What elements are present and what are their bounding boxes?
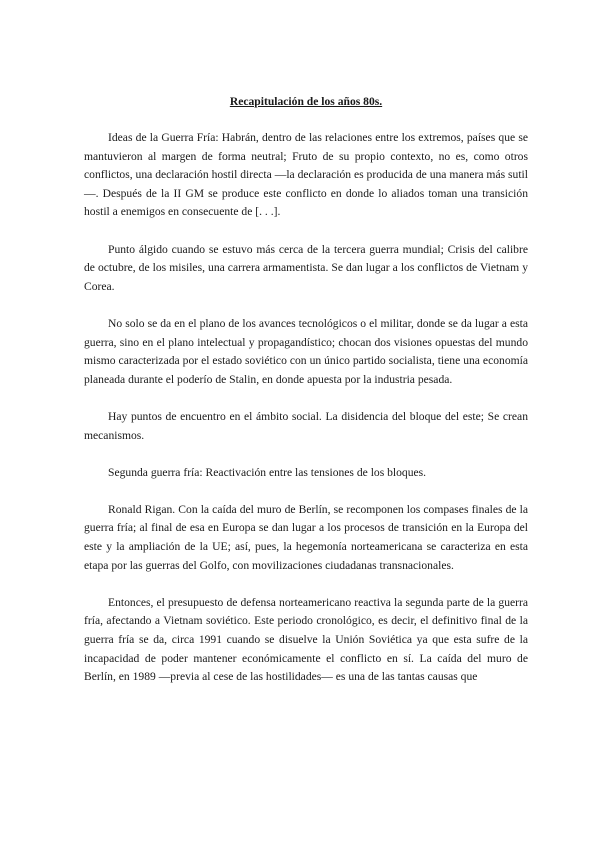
paragraph-punto-algido: Punto álgido cuando se estuvo más cerca de la tercera guerra mundial; Crisis del calibre de octubre, de los misiles, una carrera armamentista. Se dan lugar a los conflictos de Vietnam y Corea. <box>84 242 528 293</box>
document-body <box>84 93 528 705</box>
paragraph-ronald-rigan: Ronald Rigan. Con la caída del muro de Berlín, se recomponen los compases finales de la guerra fría; al final de esa en Europa se dan lugar a los procesos de transición en la Europa del este y la ampliación de la UE; así, pues, la hegemonía norteamericana se caracteriza en esta etapa por las guerras del Golfo, con movilizaciones ciudadanas transnacionales. <box>84 502 528 572</box>
document-title: Recapitulación de los años 80s. <box>229 95 383 108</box>
paragraph-segunda-guerra-fria: Segunda guerra fría: Reactivación entre las tensiones de los bloques. <box>108 465 427 479</box>
paragraph-guerra-fria-ideas: Ideas de la Guerra Fría: Habrán, dentro de las relaciones entre los extremos, países que se mantuvieron al margen de forma neutral; Fruto de su propio contexto, no es, como otros conflictos, una declaración hostil directa —la declaración es producida de una manera más sutil—. Después de la II GM se produce este conflicto en donde lo aliados toman una transición hostil a enemigos en consecuente de [. . .]. <box>84 131 528 219</box>
paragraph-plano-intelectual: No solo se da en el plano de los avances tecnológicos o el militar, donde se da lugar a esta guerra, sino en el plano intelectual y propagandístico; chocan dos visiones opuestas del mundo mismo caracterizada por el estado soviético con un único partido socialista, tiene una economía planeada durante el poderío de Stalin, en donde apuesta por la industria pesada. <box>84 316 528 386</box>
paragraph-ambito-social: Hay puntos de encuentro en el ámbito social. La disidencia del bloque del este; Se crean mecanismos. <box>84 409 528 442</box>
paragraph-presupuesto-defensa: Entonces, el presupuesto de defensa norteamericano reactiva la segunda parte de la guerra fría, afectando a Vietnam soviético. Este periodo cronológico, es decir, el definitivo final de la guerra fría se da, circa 1991 cuando se disuelve la Unión Soviética ya que esta sufre de la incapacidad de poder mantener económicamente el conflicto en sí. La caída del muro de Berlín, en 1989 —previa al cese de las hostilidades— es una de las tantas causas que <box>84 595 528 684</box>
